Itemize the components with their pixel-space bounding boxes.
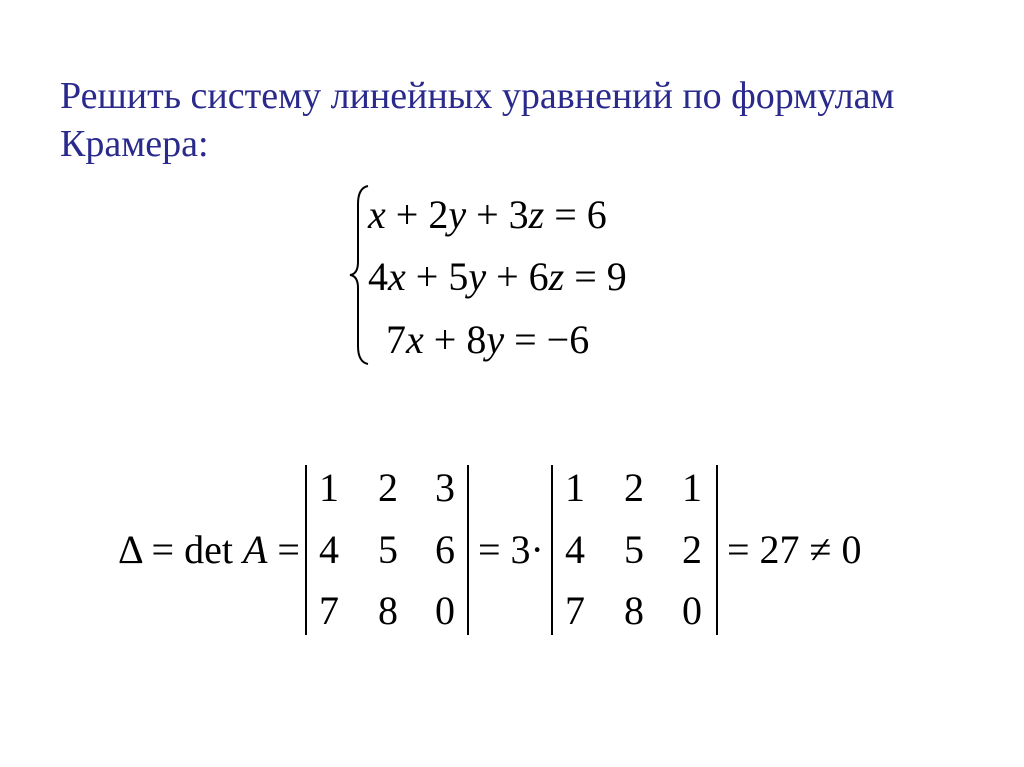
equation-2: 4x + 5y + 6z = 9 (368, 254, 627, 299)
matrix1-cell: 1 (319, 465, 339, 510)
matrix2-cell: 0 (682, 588, 702, 633)
matrix2-left-bar (551, 465, 553, 635)
matrix2-cell: 4 (565, 527, 585, 572)
matrix2-cell: 1 (565, 465, 585, 510)
matrix2-cell: 8 (624, 588, 644, 633)
matrix2-right-bar (716, 465, 718, 635)
matrix2-cell: 7 (565, 588, 585, 633)
matrix1-cell: 5 (378, 527, 398, 572)
matrix1-cell: 8 (378, 588, 398, 633)
title-line-2: Крамера: (60, 123, 209, 165)
equation-1: x + 2y + 3z = 6 (368, 192, 607, 237)
matrix2-cell: 5 (624, 527, 644, 572)
eq1-var-x: x (368, 192, 386, 237)
det-result: = 27 ≠ 0 (727, 527, 862, 572)
det-var-a: A (242, 527, 268, 572)
title-line-1: Решить систему линейных уравнений по формулам (60, 75, 895, 117)
det-prefix: Δ = det A = (118, 527, 300, 572)
matrix2-cell: 2 (624, 465, 644, 510)
matrix1-cell: 7 (319, 588, 339, 633)
matrix1-cell: 6 (435, 527, 455, 572)
matrix1-cell: 3 (435, 465, 455, 510)
matrix1-cell: 0 (435, 588, 455, 633)
matrix1-cell: 2 (378, 465, 398, 510)
matrix1-cell: 4 (319, 527, 339, 572)
matrix1-right-bar (467, 465, 469, 635)
matrix2-cell: 2 (682, 527, 702, 572)
matrix1-left-bar (305, 465, 307, 635)
slide-title (60, 72, 894, 168)
equation-3: 7x + 8y = −6 (386, 317, 590, 362)
matrix2-cell: 1 (682, 465, 702, 510)
det-middle: = 3· (478, 527, 544, 572)
